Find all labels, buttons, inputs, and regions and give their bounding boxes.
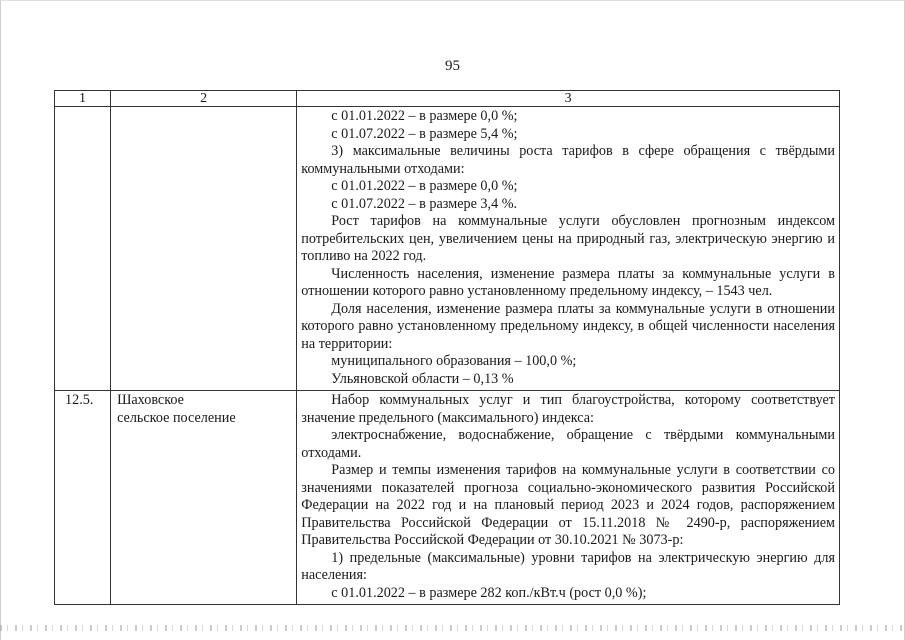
settlement-name-line: Шаховское bbox=[117, 392, 184, 408]
paragraph: 1) предельные (максимальные) уровни тарифов на электрическую энергию для населения: bbox=[301, 549, 835, 583]
list-item: с 01.01.2022 – в размере 282 коп./кВт.ч (рост 0,0 %); bbox=[331, 584, 647, 601]
list-item: с 01.01.2022 – в размере 0,0 %; bbox=[331, 178, 518, 194]
table-row bbox=[55, 107, 840, 391]
table-row bbox=[55, 391, 840, 605]
header-cell-1: 1 bbox=[55, 91, 111, 107]
list-item: муниципального образования – 100,0 %; bbox=[331, 353, 577, 369]
list-item: Ульяновской области – 0,13 % bbox=[331, 370, 514, 387]
paragraph: Размер и темпы изменения тарифов на коммунальные услуги в соответствии со значениями показателей прогноза социально-экономического развития Российской Федерации на 2022 год и на плановый период 2023 и 2024 годов, распоряжением Правительства Российской Федерации от 15.11.2018 № 2490-р, распоряжением Правительства Российской Федерации от 30.10.2021 № 3073-р: bbox=[301, 462, 835, 548]
paragraph: электроснабжение, водоснабжение, обращение с твёрдыми коммунальными отходами. bbox=[301, 427, 835, 461]
header-cell-3: 3 bbox=[297, 91, 840, 107]
settlement-name bbox=[111, 391, 297, 605]
table-header-row bbox=[55, 91, 840, 107]
row-number: 12.5. bbox=[55, 391, 111, 605]
settlement-name bbox=[111, 107, 297, 391]
paragraph: Доля населения, изменение размера платы за коммунальные услуги в отношении которого равно установленному предельному индексу, в общей численности населения на территории: bbox=[301, 300, 835, 352]
paragraph: Рост тарифов на коммунальные услуги обусловлен прогнозным индексом потребительских цен, увеличением цены на природный газ, электрическую энергию и топливо на 2022 год. bbox=[301, 213, 835, 264]
settlement-name-line: сельское поселение bbox=[117, 409, 236, 426]
paragraph: Набор коммунальных услуг и тип благоустройства, которому соответствует значение предельного (максимального) индекса: bbox=[301, 392, 835, 426]
list-item: с 01.07.2022 – в размере 3,4 %. bbox=[331, 195, 518, 212]
paragraph: Численность населения, изменение размера платы за коммунальные услуги в отношении которого равно установленному предельному индексу, – 1543 чел. bbox=[301, 265, 835, 299]
scan-edge-artifact bbox=[0, 625, 905, 631]
row-content bbox=[297, 107, 840, 391]
row-content bbox=[297, 391, 840, 605]
document-table bbox=[54, 90, 840, 605]
page-number: 95 bbox=[445, 58, 460, 74]
list-item: с 01.07.2022 – в размере 5,4 %; bbox=[331, 125, 518, 142]
row-number bbox=[55, 107, 111, 391]
paragraph: 3) максимальные величины роста тарифов в сфере обращения с твёрдыми коммунальными отходами: bbox=[301, 143, 835, 177]
header-cell-2: 2 bbox=[111, 91, 297, 107]
list-item: с 01.01.2022 – в размере 0,0 %; bbox=[331, 108, 518, 124]
